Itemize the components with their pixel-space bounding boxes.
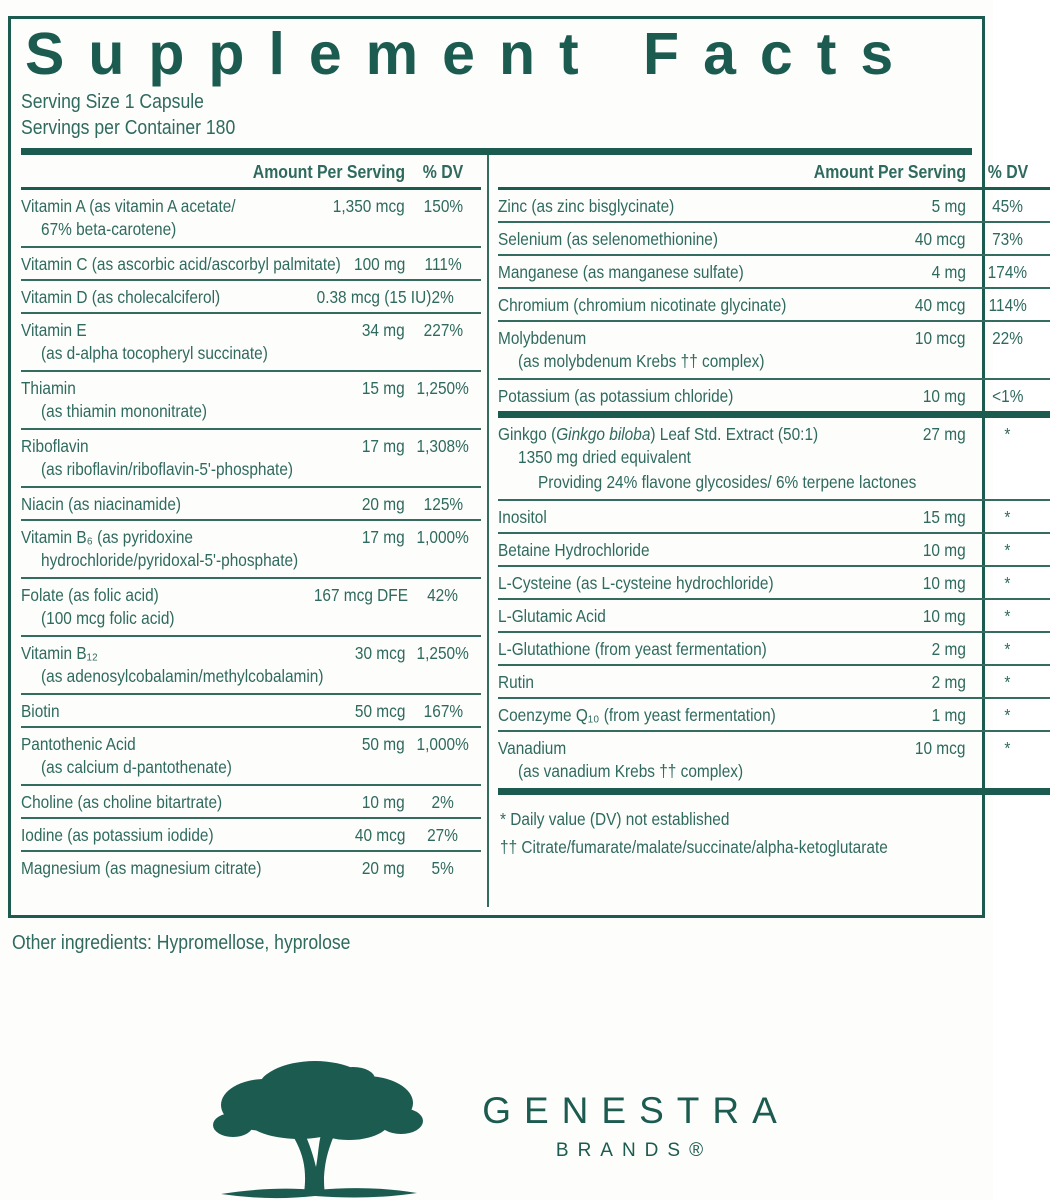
nutrient-row (21, 372, 481, 430)
dv-header: % DV (422, 161, 464, 182)
nutrient-name: Manganese (as manganese sulfate) (498, 261, 744, 282)
nutrient-name: L-Glutathione (from yeast fermentation) (498, 638, 767, 659)
nutrient-dv: * (1004, 506, 1011, 527)
other-nutrients-rows (498, 418, 1050, 788)
nutrient-dv: * (1004, 737, 1011, 758)
right-column-header (498, 155, 1050, 190)
nutrient-row (21, 521, 481, 579)
nutrient-row (498, 418, 1050, 501)
nutrient-amount: 20 mg (362, 493, 405, 514)
nutrient-amount: 10 mcg (915, 327, 966, 348)
serving-size: Serving Size 1 Capsule (21, 90, 204, 113)
nutrient-dv: * (1004, 423, 1011, 444)
nutrient-row (498, 534, 1050, 567)
nutrient-name: L-Cysteine (as L-cysteine hydrochloride) (498, 572, 774, 593)
footnote-dv: * Daily value (DV) not established (500, 808, 730, 829)
nutrient-dv: 73% (992, 228, 1024, 249)
dv-header: % DV (987, 161, 1029, 182)
left-column (21, 155, 487, 907)
nutrient-amount: 167 mcg DFE (313, 584, 408, 605)
nutrient-dv: 114% (988, 294, 1027, 315)
nutrient-amount: 40 mcg (915, 228, 966, 249)
nutrient-standardization: Providing 24% flavone glycosides/ 6% terpene lactones (538, 471, 917, 492)
section-divider-bar (498, 411, 1050, 418)
nutrient-name: Choline (as choline bitartrate) (21, 791, 223, 812)
nutrient-dv: * (1004, 539, 1011, 560)
nutrient-row (498, 600, 1050, 633)
nutrient-name: Chromium (chromium nicotinate glycinate) (498, 294, 787, 315)
nutrient-dv: 167% (423, 700, 463, 721)
nutrient-amount: 50 mg (362, 733, 405, 754)
nutrient-row (21, 786, 481, 819)
nutrient-amount: 10 mg (923, 605, 966, 626)
nutrient-amount: 10 mg (923, 572, 966, 593)
nutrient-source: (as d-alpha tocopheryl succinate) (41, 342, 268, 363)
nutrient-name: Potassium (as potassium chloride) (498, 385, 734, 406)
nutrient-row (498, 223, 1050, 256)
nutrient-dv: * (1004, 572, 1011, 593)
nutrient-dv: 150% (423, 195, 463, 216)
nutrient-dv: 125% (423, 493, 463, 514)
nutrient-row (498, 190, 1050, 223)
nutrient-dv: 2% (431, 286, 455, 307)
nutrient-row (21, 728, 481, 786)
nutrient-amount: 15 mg (362, 377, 405, 398)
nutrient-name: Vanadium (498, 737, 567, 758)
nutrient-amount: 27 mg (923, 423, 966, 444)
nutrient-row (498, 322, 1050, 380)
nutrient-name: Rutin (498, 671, 534, 692)
nutrient-row (498, 567, 1050, 600)
nutrient-amount: 4 mg (931, 261, 966, 282)
supplement-facts-panel (8, 16, 1029, 918)
nutrient-amount: 40 mcg (354, 824, 405, 845)
nutrient-source: (as calcium d-pantothenate) (41, 756, 232, 777)
left-column-header (21, 155, 481, 190)
nutrient-amount: 10 mg (362, 791, 405, 812)
nutrient-row (498, 666, 1050, 699)
nutrient-amount: 30 mcg (354, 642, 405, 663)
serving-info (21, 89, 972, 142)
nutrient-dv: 45% (992, 195, 1024, 216)
nutrient-dv: 111% (424, 253, 462, 274)
brand-name: GENESTRA (482, 1090, 790, 1131)
right-column (487, 155, 1050, 907)
nutrient-row (21, 819, 481, 852)
nutrient-source: 67% beta-carotene) (41, 218, 177, 239)
nutrient-name: Niacin (as niacinamide) (21, 493, 182, 514)
nutrient-name: Selenium (as selenomethionine) (498, 228, 718, 249)
section-divider-bar (498, 788, 1050, 795)
nutrient-row (21, 281, 481, 314)
nutrient-name: Iodine (as potassium iodide) (21, 824, 214, 845)
nutrient-amount: 100 mg (353, 253, 405, 274)
nutrient-row (21, 852, 481, 883)
nutrient-name: Vitamin B₁₂ (21, 642, 98, 663)
nutrient-name: Ginkgo (Ginkgo biloba) Leaf Std. Extract (50:1) (498, 423, 819, 444)
footnote-krebs: †† Citrate/fumarate/malate/succinate/alpha-ketoglutarate (500, 836, 888, 857)
nutrient-row (21, 248, 481, 281)
nutrient-amount: 20 mg (362, 857, 405, 878)
nutrient-name: Zinc (as zinc bisglycinate) (498, 195, 675, 216)
nutrient-amount: 17 mg (362, 526, 405, 547)
nutrient-name: Folate (as folic acid) (21, 584, 159, 605)
nutrient-dv: <1% (992, 385, 1024, 406)
nutrient-row (21, 190, 481, 248)
nutrient-source: hydrochloride/pyridoxal-5'-phosphate) (41, 549, 299, 570)
nutrient-dv: * (1004, 704, 1011, 725)
nutrient-name: Coenzyme Q₁₀ (from yeast fermentation) (498, 704, 776, 725)
nutrient-amount: 40 mcg (915, 294, 966, 315)
footnotes (498, 795, 1050, 862)
nutrients-table (21, 155, 1029, 907)
left-rows (21, 190, 481, 883)
nutrient-source: (as riboflavin/riboflavin-5'-phosphate) (41, 458, 294, 479)
nutrient-name: Molybdenum (498, 327, 587, 348)
panel-title: Supplement Facts (25, 21, 918, 87)
other-ingredients: Other ingredients: Hypromellose, hyprolose (12, 932, 351, 954)
servings-per-container: Servings per Container 180 (21, 117, 236, 140)
nutrient-amount: 2 mg (931, 638, 966, 659)
brand-text (469, 1090, 790, 1162)
nutrient-dv: 2% (431, 791, 455, 812)
nutrient-row (21, 314, 481, 372)
amount-per-serving-header: Amount Per Serving (252, 161, 405, 182)
nutrient-name: Betaine Hydrochloride (498, 539, 650, 560)
nutrient-dv: 22% (992, 327, 1024, 348)
amount-per-serving-header: Amount Per Serving (813, 161, 966, 182)
nutrient-amount: 2 mg (931, 671, 966, 692)
brand-subtitle: BRANDS® (555, 1140, 713, 1161)
nutrient-dv: 1,308% (416, 435, 470, 456)
nutrient-name: Vitamin A (as vitamin A acetate/ (21, 195, 236, 216)
nutrient-amount: 1,350 mcg (333, 195, 405, 216)
nutrient-amount: 10 mcg (915, 737, 966, 758)
nutrient-name: Biotin (21, 700, 60, 721)
nutrient-dv: * (1004, 605, 1011, 626)
nutrient-row (21, 488, 481, 521)
brand-logo (8, 1053, 985, 1199)
nutrient-source: (as molybdenum Krebs †† complex) (518, 350, 765, 371)
nutrient-row (498, 699, 1050, 732)
header-divider-bar (21, 148, 972, 155)
nutrient-dv: 27% (427, 824, 459, 845)
nutrient-dv: * (1004, 671, 1011, 692)
nutrient-name: Riboflavin (21, 435, 89, 456)
nutrient-amount: 5 mg (931, 195, 966, 216)
nutrient-dv: 174% (988, 261, 1028, 282)
nutrient-name: Vitamin B₆ (as pyridoxine (21, 526, 193, 547)
nutrient-name: Vitamin E (21, 319, 87, 340)
nutrient-dv: 1,250% (416, 377, 470, 398)
nutrient-dv: 1,250% (416, 642, 470, 663)
nutrient-source: 1350 mg dried equivalent (518, 446, 691, 467)
nutrient-amount: 34 mg (362, 319, 405, 340)
nutrient-name: Magnesium (as magnesium citrate) (21, 857, 262, 878)
nutrient-amount: 50 mcg (354, 700, 405, 721)
nutrient-name: Vitamin D (as cholecalciferol) (21, 286, 221, 307)
nutrient-dv: * (1004, 638, 1011, 659)
nutrient-row (21, 695, 481, 728)
nutrient-dv: 1,000% (416, 733, 470, 754)
nutrient-amount: 15 mg (923, 506, 966, 527)
nutrient-dv: 5% (431, 857, 455, 878)
nutrient-row (21, 579, 481, 637)
nutrient-row (498, 289, 1050, 322)
nutrient-row (498, 732, 1050, 788)
nutrient-source: (as adenosylcobalamin/methylcobalamin) (41, 665, 324, 686)
nutrient-row (498, 633, 1050, 666)
nutrient-amount: 1 mg (931, 704, 966, 725)
nutrient-row (498, 256, 1050, 289)
nutrient-row (498, 501, 1050, 534)
nutrient-amount: 10 mg (923, 539, 966, 560)
nutrient-dv: 227% (423, 319, 463, 340)
nutrient-row (21, 430, 481, 488)
nutrient-name: Vitamin C (as ascorbic acid/ascorbyl palmitate) (21, 253, 341, 274)
nutrient-name: Inositol (498, 506, 547, 527)
nutrient-dv: 42% (427, 584, 459, 605)
nutrient-amount: 10 mg (923, 385, 966, 406)
nutrient-row (21, 637, 481, 695)
nutrient-dv: 1,000% (416, 526, 470, 547)
nutrient-name: L-Glutamic Acid (498, 605, 606, 626)
nutrient-name: Pantothenic Acid (21, 733, 136, 754)
nutrient-source: (100 mcg folic acid) (41, 607, 175, 628)
nutrient-amount: 17 mg (362, 435, 405, 456)
nutrient-source: (as vanadium Krebs †† complex) (518, 760, 744, 781)
nutrient-name: Thiamin (21, 377, 76, 398)
nutrient-row (498, 380, 1050, 411)
minerals-rows (498, 190, 1050, 411)
tree-icon (203, 1053, 435, 1199)
nutrient-source: (as thiamin mononitrate) (41, 400, 208, 421)
nutrient-amount: 0.38 mcg (15 IU) (316, 286, 432, 307)
